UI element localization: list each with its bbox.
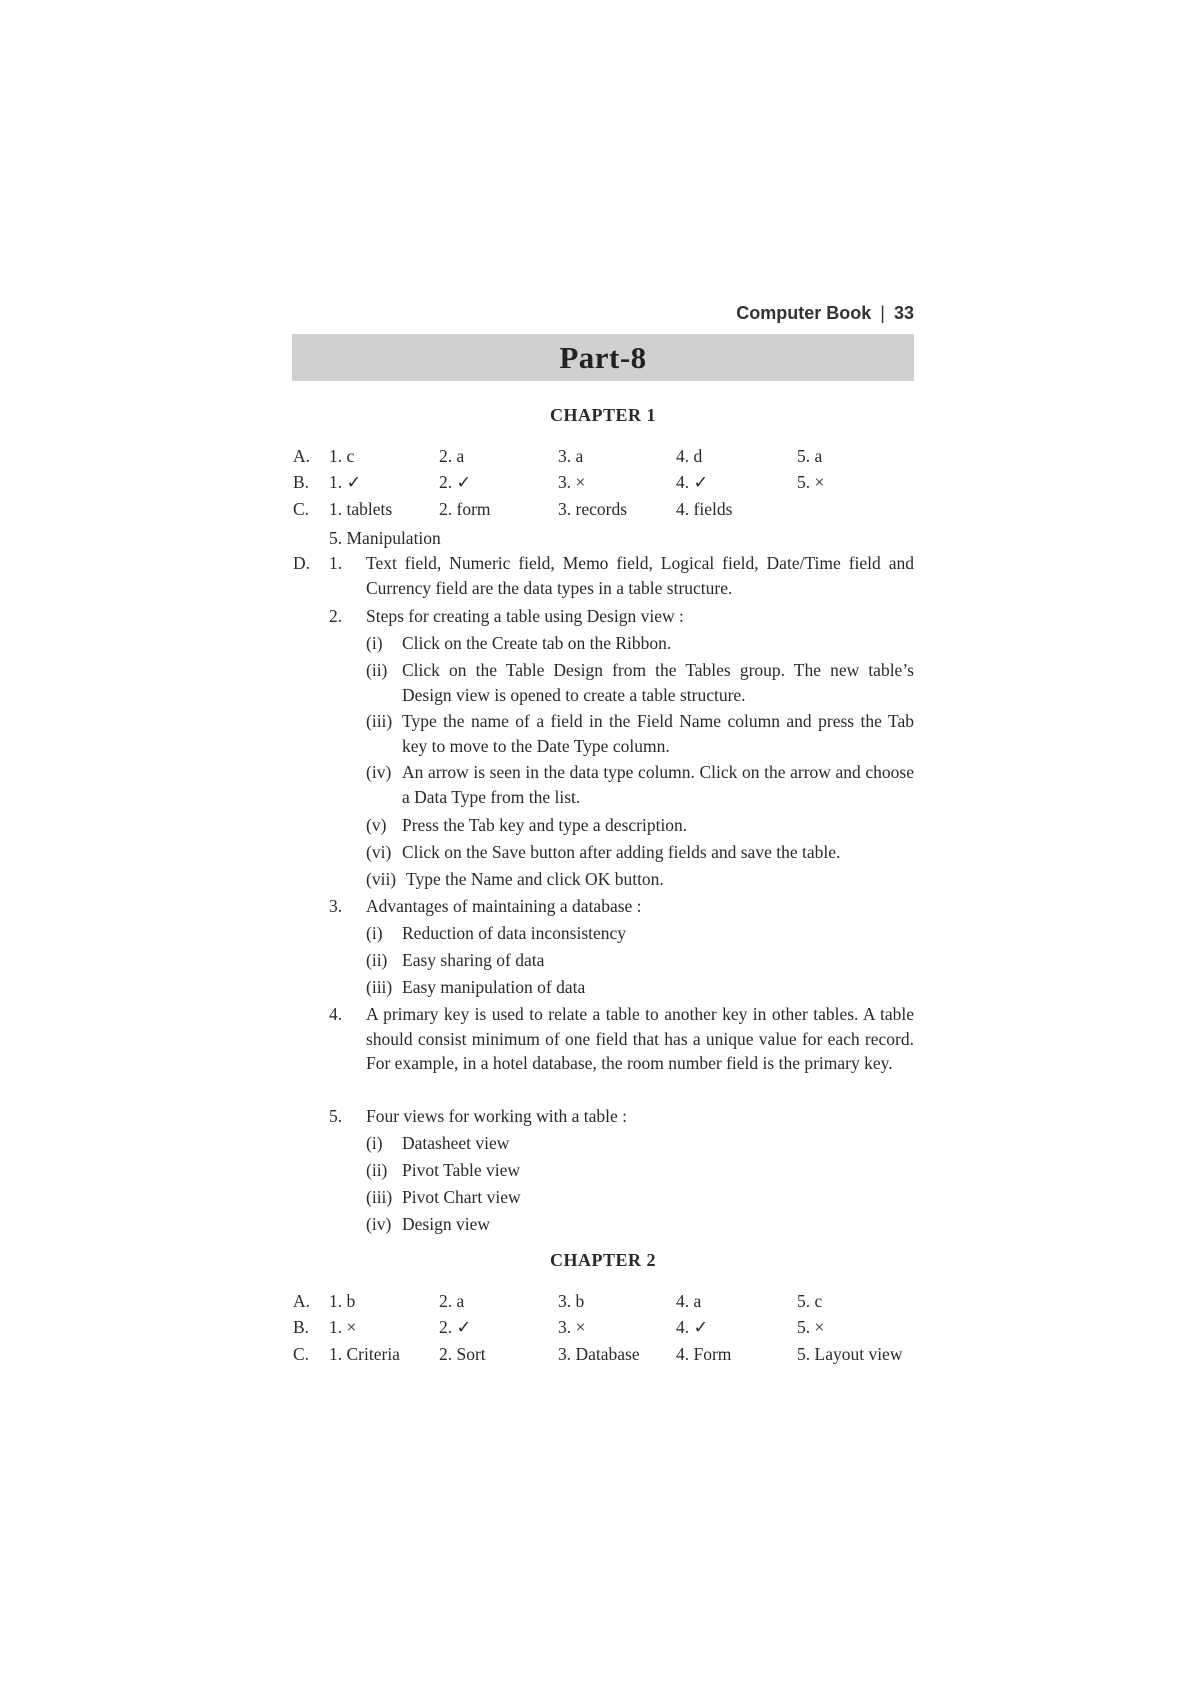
item-text: Datasheet view <box>402 1133 510 1153</box>
book-title: Computer Book <box>736 303 872 323</box>
step-number: (vii) <box>366 869 397 889</box>
answer-cell: 1. tablets <box>329 499 393 519</box>
ch1-answers-a <box>292 446 914 473</box>
item-text: Pivot Table view <box>402 1160 521 1180</box>
step-number: (iii) <box>366 711 393 731</box>
row-label: A. <box>293 1291 311 1311</box>
row-label: B. <box>293 472 310 492</box>
answer-cell: 1. b <box>329 1291 356 1311</box>
chapter-2-heading: CHAPTER 2 <box>549 1250 656 1270</box>
item-number: (i) <box>366 923 383 943</box>
item-number: (ii) <box>366 950 388 970</box>
answer-cell: 2. ✓ <box>439 1317 472 1337</box>
answer-cell: 1. ✓ <box>329 472 362 492</box>
step-text: Click on the Save button after adding fields and save the table. <box>402 842 841 862</box>
page-number: 33 <box>893 303 914 323</box>
item-text: Pivot Chart view <box>402 1187 521 1207</box>
chapter-1-heading: CHAPTER 1 <box>549 405 656 425</box>
step-text: Press the Tab key and type a description. <box>402 815 688 835</box>
ch2-answers-b <box>292 1317 914 1344</box>
answer-cell: 4. ✓ <box>676 472 709 492</box>
answer-cell: 4. ✓ <box>676 1317 709 1337</box>
answer-text: Steps for creating a table using Design view : <box>366 606 684 626</box>
question-number: 3. <box>329 896 343 916</box>
row-label: A. <box>293 446 311 466</box>
item-text: Easy sharing of data <box>402 950 545 970</box>
ch2-answers-a <box>292 1291 914 1318</box>
item-number: (iv) <box>366 1214 392 1234</box>
question-number: 2. <box>329 606 343 626</box>
answer-cell: 5. Layout view <box>797 1344 903 1364</box>
item-number: (iii) <box>366 977 393 997</box>
answer-text: Advantages of maintaining a database : <box>366 896 642 916</box>
answer-cell: 1. × <box>329 1317 357 1337</box>
answer-cell: 3. × <box>558 1317 586 1337</box>
answer-cell: 2. Sort <box>439 1344 486 1364</box>
question-number: 1. <box>329 553 343 573</box>
answer-cell: 2. form <box>439 499 491 519</box>
item-text: Reduction of data inconsistency <box>402 923 627 943</box>
item-number: (ii) <box>366 1160 388 1180</box>
answer-cell: 3. b <box>558 1291 585 1311</box>
answer-cell: 5. × <box>797 472 825 492</box>
step-number: (i) <box>366 633 383 653</box>
question-number: 4. <box>329 1004 343 1024</box>
ch1-answers-b <box>292 472 914 499</box>
part-title: Part-8 <box>559 339 647 375</box>
step-text: Click on the Create tab on the Ribbon. <box>402 633 672 653</box>
answer-cell: 2. a <box>439 446 465 466</box>
step-text: Click on the Table Design from the Tables group. The new table’s Design view is opened to create a table structure. <box>402 660 914 705</box>
row-label: C. <box>293 499 310 519</box>
answer-cell: 5. a <box>797 446 823 466</box>
step-text: Type the name of a field in the Field Name column and press the Tab key to move to the Date Type column. <box>402 711 914 756</box>
question-number: 5. <box>329 1106 343 1126</box>
answer-cell: 3. × <box>558 472 586 492</box>
step-text: Type the Name and click OK button. <box>406 869 664 889</box>
answer-cell: 4. Form <box>676 1344 732 1364</box>
answer-text: Four views for working with a table : <box>366 1106 627 1126</box>
step-number: (v) <box>366 815 387 835</box>
step-number: (ii) <box>366 660 388 680</box>
header-separator: | <box>880 303 885 323</box>
item-text: Easy manipulation of data <box>402 977 586 997</box>
step-number: (iv) <box>366 762 392 782</box>
section-label: D. <box>293 553 311 573</box>
answer-cell: 5. c <box>797 1291 823 1311</box>
item-number: (i) <box>366 1133 383 1153</box>
row-label: C. <box>293 1344 310 1364</box>
answer-text: A primary key is used to relate a table to another key in other tables. A table should consist minimum of one field that has a unique value for each record. For example, in a hotel database, the room number field is the primary key. <box>366 1004 914 1073</box>
answer-text: Text field, Numeric field, Memo field, Logical field, Date/Time field and Currency field are the data types in a table structure. <box>366 553 914 598</box>
answer-cell: 5. × <box>797 1317 825 1337</box>
answer-cell: 2. ✓ <box>439 472 472 492</box>
row-label: B. <box>293 1317 310 1337</box>
part-banner <box>292 334 914 381</box>
ch2-answers-c <box>292 1344 914 1371</box>
answer-cell: 4. fields <box>676 499 733 519</box>
item-text: Design view <box>402 1214 490 1234</box>
answer-cell: 3. a <box>558 446 584 466</box>
answer-cell: 2. a <box>439 1291 465 1311</box>
answer-cell: 4. a <box>676 1291 702 1311</box>
answer-cell: 4. d <box>676 446 703 466</box>
answer-cell: 1. Criteria <box>329 1344 400 1364</box>
answer-cell: 5. Manipulation <box>329 528 441 548</box>
running-header <box>736 303 914 324</box>
answer-cell: 3. Database <box>558 1344 640 1364</box>
step-text: An arrow is seen in the data type column. Click on the arrow and choose a Data Type from the list. <box>402 762 914 807</box>
ch1-answers-c <box>292 499 914 526</box>
item-number: (iii) <box>366 1187 393 1207</box>
step-number: (vi) <box>366 842 392 862</box>
answer-cell: 3. records <box>558 499 628 519</box>
answer-cell: 1. c <box>329 446 355 466</box>
